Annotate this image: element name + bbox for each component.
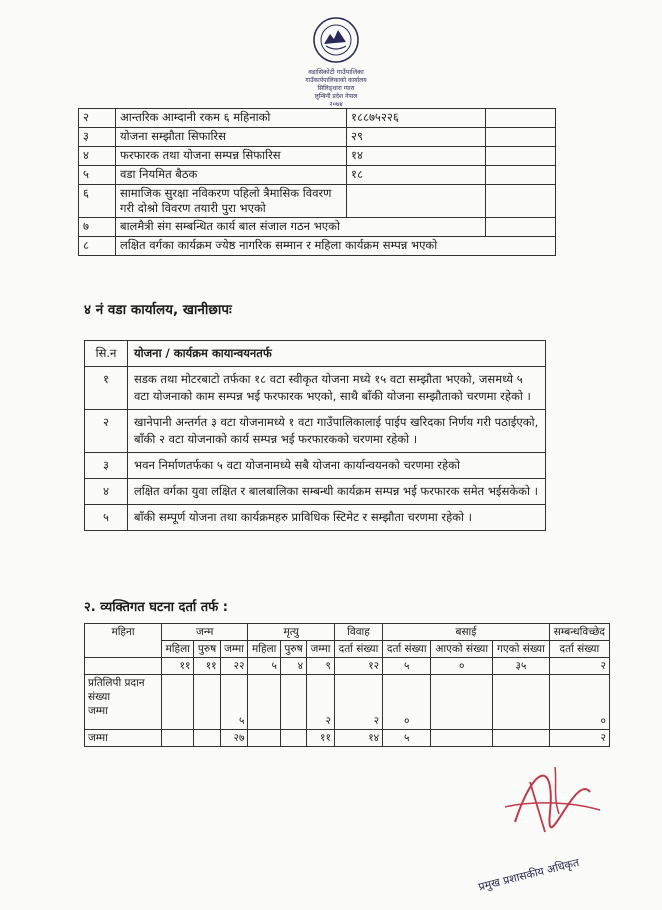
- seal-line-4: लुम्बिनी प्रदेश नेपाल: [314, 93, 358, 100]
- row-sn: ४: [85, 479, 128, 505]
- cell: १२: [334, 658, 382, 675]
- total-label: जम्मा: [85, 730, 162, 747]
- row-value: १४: [347, 147, 486, 166]
- table-row: [85, 675, 610, 730]
- cell: [493, 730, 550, 747]
- row-desc: योजना सम्झौता सिफारिस: [116, 128, 347, 147]
- table-row: [79, 147, 556, 166]
- cell: [280, 730, 306, 747]
- cell: ०: [383, 675, 431, 730]
- row-desc: वडा नियमित बैठक: [116, 166, 347, 185]
- row-desc: फरफारक तथा योजना सम्पन्न सिफारिस: [116, 147, 347, 166]
- officer-title: प्रमुख प्रशासकीय अधिकृत: [477, 855, 581, 894]
- row-desc: लक्षित वर्गका कार्यक्रम ज्येष्ठ नागरिक सम्मान र महिला कार्यक्रम सम्पन्न भएको: [116, 237, 556, 256]
- header-title: योजना / कार्यक्रम कायान्वयनतर्फ: [128, 341, 546, 367]
- row-sn: ४: [79, 147, 116, 166]
- table-row: [85, 505, 546, 531]
- table-row: [85, 658, 610, 675]
- cell: २२: [220, 658, 248, 675]
- cell: [248, 730, 280, 747]
- row-desc: बालमैत्री संग सम्बन्धित कार्य बाल संजाल गठन भएको: [116, 218, 486, 237]
- cell: ५: [383, 730, 431, 747]
- sub-divorce-reg: दर्ता संख्या: [549, 641, 609, 658]
- table-subheader-row: [85, 641, 610, 658]
- cell: ९: [307, 658, 335, 675]
- cell: [85, 658, 162, 675]
- table-header-row: [85, 341, 546, 367]
- cell: [431, 675, 493, 730]
- sub-death-male: पुरुष: [280, 641, 306, 658]
- row-value: २९: [347, 128, 486, 147]
- cell: ११: [307, 730, 335, 747]
- cell: [194, 730, 220, 747]
- row-sn: ६: [79, 185, 116, 218]
- row-sn: २: [79, 109, 116, 128]
- table-row: [79, 109, 556, 128]
- row-text: लक्षित वर्गका युवा लक्षित र बालबालिका सम्बन्धी कार्यक्रम सम्पन्न भई फरफारक समेत भईसकेको ।: [128, 479, 546, 505]
- cell: ०: [431, 658, 493, 675]
- row-sn: ५: [85, 505, 128, 531]
- copy-total-label: जम्मा: [88, 705, 108, 717]
- municipality-seal: [300, 8, 372, 108]
- cell: ३५: [493, 658, 550, 675]
- row-sn: ३: [85, 453, 128, 479]
- header-birth: जन्म: [162, 624, 248, 641]
- table-row: [79, 218, 556, 237]
- row-text: बाँकी सम्पूर्ण योजना तथा कार्यक्रमहरु प्राविधिक स्टिमेट र सम्झौता चरणमा रहेको ।: [128, 505, 546, 531]
- sub-migration-came: आएको संख्या: [431, 641, 493, 658]
- cell: २: [549, 730, 609, 747]
- cell: ०: [549, 675, 609, 730]
- seal-line-5: २०७४: [329, 100, 343, 108]
- table-total-row: [85, 730, 610, 747]
- sub-birth-female: महिला: [162, 641, 194, 658]
- sub-birth-male: पुरुष: [194, 641, 220, 658]
- ward-activity-table: [78, 108, 556, 256]
- row-extra: [486, 185, 556, 218]
- cell: [248, 675, 280, 730]
- ward-office-heading: ४ नं वडा कार्यालय, खानीछापः: [84, 302, 232, 318]
- table-row: [85, 410, 546, 453]
- table-row: [85, 479, 546, 505]
- row-desc: आन्तरिक आम्दानी रकम ६ महिनाको: [116, 109, 347, 128]
- table-row: [79, 185, 556, 218]
- table-header-row: [85, 624, 610, 641]
- officer-title-stamp: [470, 834, 620, 894]
- cell: ११: [194, 658, 220, 675]
- row-text: खानेपानी अन्तर्गत ३ वटा योजनामध्ये १ वटा गाउँपालिकालाई पाईप खरिदका निर्णय गरी पठाईएको, बाँकी २ वटा योजनाको कार्य सम्पन्न भई फरफारकको चरणमा रहेको ।: [128, 410, 546, 453]
- table-row: [79, 128, 556, 147]
- sub-migration-went: गएको संख्या: [493, 641, 550, 658]
- project-implementation-table: [84, 340, 546, 531]
- cell: ५: [248, 658, 280, 675]
- row-extra: [486, 218, 556, 237]
- row-extra: [486, 147, 556, 166]
- row-extra: [486, 109, 556, 128]
- cell: २: [334, 675, 382, 730]
- header-month: महिना: [85, 624, 162, 658]
- cell: २७: [220, 730, 248, 747]
- header-marriage: विवाह: [334, 624, 382, 641]
- cell: २: [549, 658, 609, 675]
- row-text: भवन निर्माणतर्फका ५ वटा योजनामध्ये सबै योजना कार्यान्वयनको चरणमा रहेको: [128, 453, 546, 479]
- sub-marriage-reg: दर्ता संख्या: [334, 641, 382, 658]
- copy-label: प्रतिलिपी प्रदान संख्या: [88, 677, 145, 703]
- cell: ११: [162, 658, 194, 675]
- cell: ५: [383, 658, 431, 675]
- vital-registration-heading: २. व्यक्तिगत घटना दर्ता तर्फ :: [84, 600, 228, 615]
- table-row: [85, 453, 546, 479]
- cell: [431, 730, 493, 747]
- sub-birth-total: जम्मा: [220, 641, 248, 658]
- row-value: १८: [347, 166, 486, 185]
- cell: [162, 730, 194, 747]
- table-row: [79, 166, 556, 185]
- row-text: सडक तथा मोटरबाटो तर्फका १८ वटा स्वीकृत योजना मध्ये १५ वटा सम्झौता भएको, जसमध्ये ५ वटा योजनाको काम सम्पन्न भई फरफारक भएको, साथै बाँकी योजना सम्झौताको चरणमा रहेको ।: [128, 367, 546, 410]
- header-sn: सि.न: [85, 341, 128, 367]
- sub-migration-reg: दर्ता संख्या: [383, 641, 431, 658]
- header-migration: बसाई: [383, 624, 550, 641]
- row-extra: [486, 166, 556, 185]
- row-sn: ५: [79, 166, 116, 185]
- row-value: १८८७५२२६: [347, 109, 486, 128]
- cell: २: [307, 675, 335, 730]
- cell: [493, 675, 550, 730]
- row-sn: ७: [79, 218, 116, 237]
- row-sn: ८: [79, 237, 116, 256]
- seal-line-3: सिलिङ्धारा ग्यारा: [317, 85, 355, 92]
- cell: १४: [334, 730, 382, 747]
- cell: ४: [280, 658, 306, 675]
- cell: [162, 675, 194, 730]
- seal-line-1: वडासिकोटी गाउँपालिका: [308, 68, 364, 76]
- row-extra: [486, 128, 556, 147]
- table-row: [85, 367, 546, 410]
- vital-registration-table: [84, 623, 610, 747]
- handwritten-signature: [495, 752, 615, 842]
- header-divorce: सम्बन्धविच्छेद: [549, 624, 609, 641]
- sub-death-total: जम्मा: [307, 641, 335, 658]
- row-value: [347, 185, 486, 218]
- seal-line-2: गाउँकार्यपालिकाको कार्यालय: [305, 77, 367, 84]
- row-sn: २: [85, 410, 128, 453]
- cell: [280, 675, 306, 730]
- header-death: मृत्यु: [248, 624, 334, 641]
- row-sn: १: [85, 367, 128, 410]
- cell: [194, 675, 220, 730]
- table-row: [79, 237, 556, 256]
- copy-label-cell: [85, 675, 162, 730]
- sub-death-female: महिला: [248, 641, 280, 658]
- row-desc: सामाजिक सुरक्षा नविकरण पहिलो त्रैमासिक विवरण गरी दोश्रो विवरण तयारी पुरा भएको: [116, 185, 347, 218]
- row-sn: ३: [79, 128, 116, 147]
- cell: ५: [220, 675, 248, 730]
